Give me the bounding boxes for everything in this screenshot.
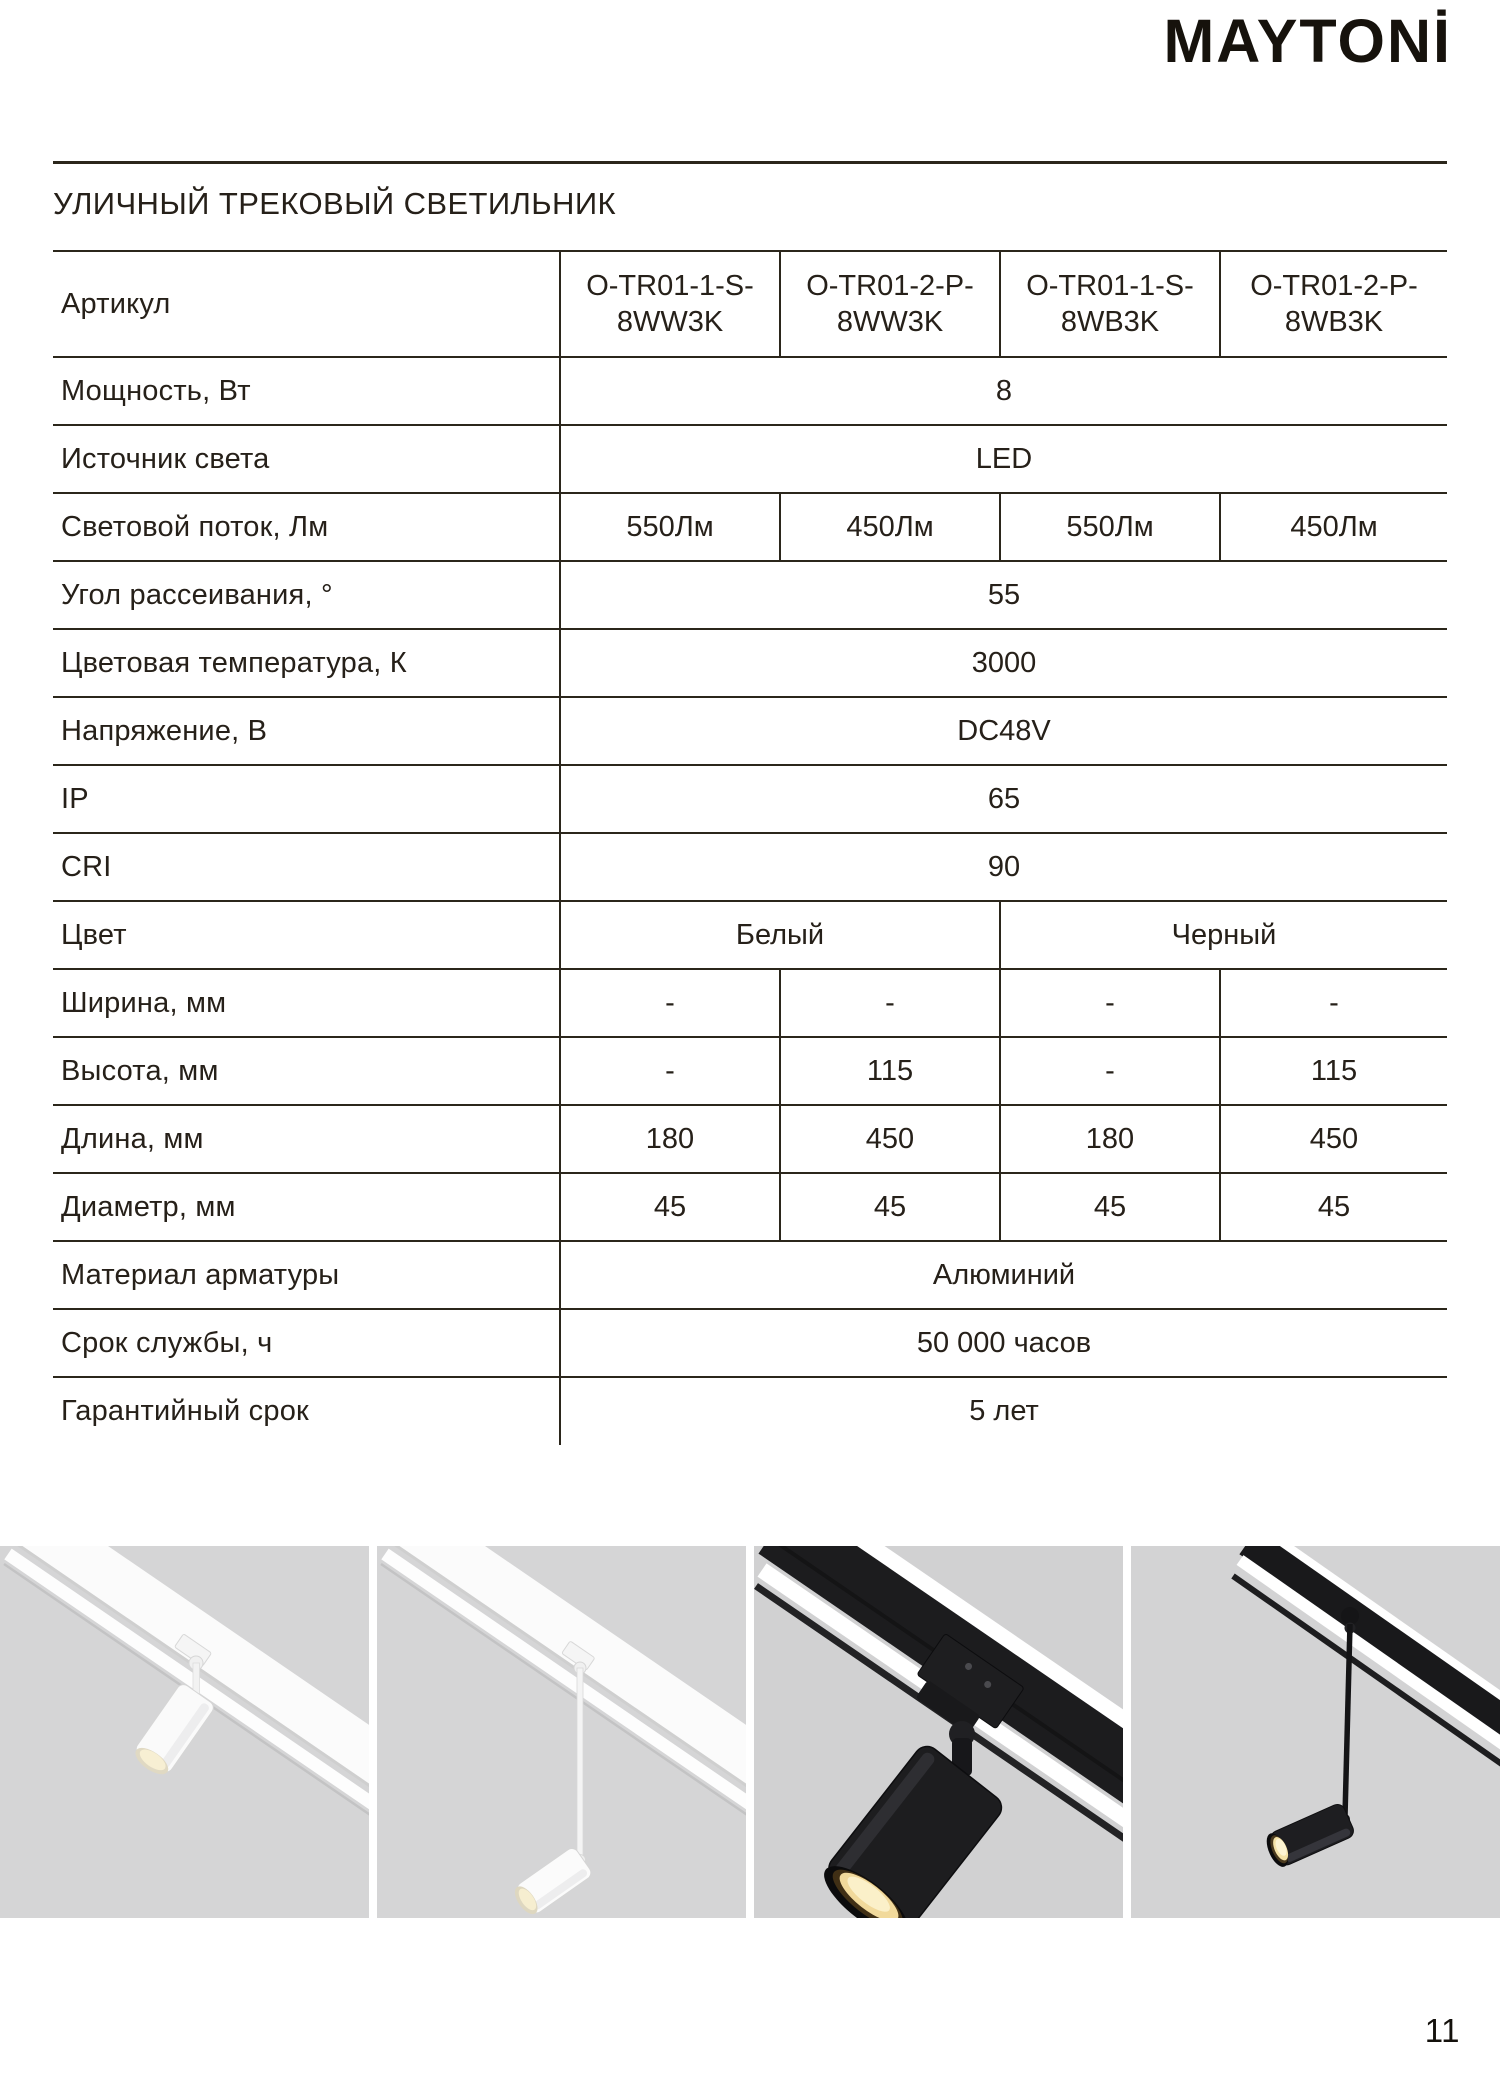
row-label: IP [53,765,560,833]
cell-value: O-TR01-1-S-8WB3K [1000,251,1220,357]
table-row-beam-angle [53,561,1447,629]
cell-value: 3000 [560,629,1447,697]
cell-value: 450 [780,1105,1000,1173]
cell-value: Белый [560,901,1000,969]
table-row-voltage [53,697,1447,765]
cell-value: 115 [780,1037,1000,1105]
photo-black-spot-long-pole [1131,1546,1500,1918]
photo-white-spot-short-adapter [0,1546,369,1918]
row-label: Световой поток, Лм [53,493,560,561]
table-row-width [53,969,1447,1037]
cell-value: 55 [560,561,1447,629]
row-label: Срок службы, ч [53,1309,560,1377]
table-row-height [53,1037,1447,1105]
table-row-color [53,901,1447,969]
photo-white-spot-long-pole [377,1546,746,1918]
cell-value: 45 [1220,1173,1447,1241]
cell-value: 450 [1220,1105,1447,1173]
maytoni-logo: MAYTONİ [1163,7,1452,75]
table-row-color-temperature [53,629,1447,697]
row-label: Источник света [53,425,560,493]
cell-value: 45 [1000,1173,1220,1241]
table-row-diameter [53,1173,1447,1241]
table-row-cri [53,833,1447,901]
page-number: 11 [1424,2012,1460,2049]
table-row-length [53,1105,1447,1173]
spec-table [53,250,1447,1445]
row-label: Ширина, мм [53,969,560,1037]
cell-value: 65 [560,765,1447,833]
cell-value: O-TR01-1-S-8WW3K [560,251,780,357]
cell-value: 450Лм [780,493,1000,561]
cell-value: - [560,969,780,1037]
row-label: Гарантийный срок [61,1395,309,1428]
cell-value: 180 [560,1105,780,1173]
cell-value: O-TR01-2-P-8WB3K [1220,251,1447,357]
row-label: Цвет [53,901,560,969]
table-row-light-source [53,425,1447,493]
cell-value: 45 [780,1173,1000,1241]
photo-black-spot-closeup [754,1546,1123,1918]
cell-value: 50 000 часов [560,1309,1447,1377]
cell-value: 115 [1220,1037,1447,1105]
cell-value: 5 лет [560,1377,1447,1445]
cell-value: 180 [1000,1105,1220,1173]
cell-value: - [780,969,1000,1037]
table-row-ip [53,765,1447,833]
row-label: Длина, мм [53,1105,560,1173]
table-row-power [53,357,1447,425]
table-row-body-material [53,1241,1447,1309]
row-label: Угол рассеивания, ° [53,561,560,629]
cell-value: O-TR01-2-P-8WW3K [780,251,1000,357]
row-label: Цветовая температура, К [53,629,560,697]
cell-value: LED [560,425,1447,493]
cell-value: 550Лм [1000,493,1220,561]
cell-value: - [560,1037,780,1105]
cell-value: DC48V [560,697,1447,765]
cell-value: - [1000,969,1220,1037]
page-title: УЛИЧНЫЙ ТРЕКОВЫЙ СВЕТИЛЬНИК [53,186,616,221]
cell-value: Черный [1000,901,1447,969]
row-label: Высота, мм [53,1037,560,1105]
cell-value: 90 [560,833,1447,901]
row-label: Артикул [53,251,560,357]
header-divider [53,161,1447,164]
cell-value: 8 [560,357,1447,425]
cell-value: 450Лм [1220,493,1447,561]
table-row-warranty [53,1377,1447,1445]
row-label: Диаметр, мм [53,1173,560,1241]
cell-value: 550Лм [560,493,780,561]
table-row-article [53,251,1447,357]
row-label: Материал арматуры [53,1241,560,1309]
table-row-lifetime [53,1309,1447,1377]
cell-value: 45 [560,1173,780,1241]
cell-value: Алюминий [560,1241,1447,1309]
row-label: Напряжение, В [53,697,560,765]
row-label: CRI [53,833,560,901]
cell-value: - [1000,1037,1220,1105]
row-label: Мощность, Вт [53,357,560,425]
table-row-luminous-flux [53,493,1447,561]
cell-value: - [1220,969,1447,1037]
product-photo-gallery [0,1546,1500,1918]
